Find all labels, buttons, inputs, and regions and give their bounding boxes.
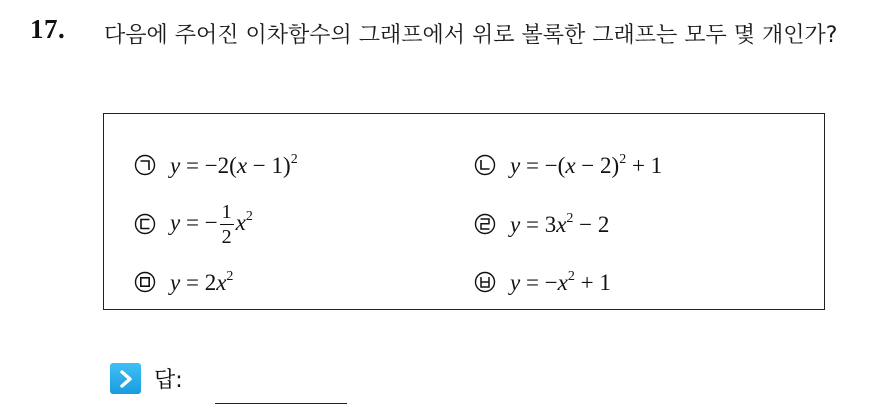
- choice-giyeok: [134, 145, 298, 185]
- circled-rieul-icon: [474, 213, 496, 235]
- circled-giyeok-icon: [134, 154, 156, 176]
- question-number: 17.: [30, 14, 66, 44]
- answer-label: 답:: [154, 368, 183, 393]
- equation-rieul: $y = 3x^2 - 2$: [510, 210, 610, 237]
- answer-row: [110, 363, 183, 394]
- circled-nieun-icon: [474, 154, 496, 176]
- chevron-right-icon: [110, 363, 141, 394]
- choices-box: [103, 113, 825, 310]
- circled-mieum-icon: [134, 271, 156, 293]
- equation-giyeok: $y = -2(x - 1)^2$: [170, 151, 298, 178]
- fraction-one-half: $\frac{1}{2}$: [221, 200, 232, 248]
- choice-mieum: [134, 262, 233, 302]
- choice-digeut: [134, 199, 253, 249]
- equation-mieum: $y = 2x^2$: [170, 268, 234, 295]
- circled-digeut-icon: [134, 213, 156, 235]
- equation-digeut: y = − $\frac{1}{2}$ $x^2$: [170, 200, 253, 248]
- choice-bieup: [474, 262, 611, 302]
- question-text: 다음에 주어진 이차함수의 그래프에서 위로 볼록한 그래프는 모두 몇 개인가?: [104, 23, 838, 48]
- equation-nieun: $y = -(x - 2)^2 + 1$: [510, 151, 663, 178]
- equation-bieup: $y = -x^2 + 1$: [510, 268, 611, 295]
- circled-bieup-icon: [474, 271, 496, 293]
- choice-rieul: [474, 204, 609, 244]
- choice-nieun: [474, 145, 662, 185]
- answer-blank-line[interactable]: [215, 403, 347, 404]
